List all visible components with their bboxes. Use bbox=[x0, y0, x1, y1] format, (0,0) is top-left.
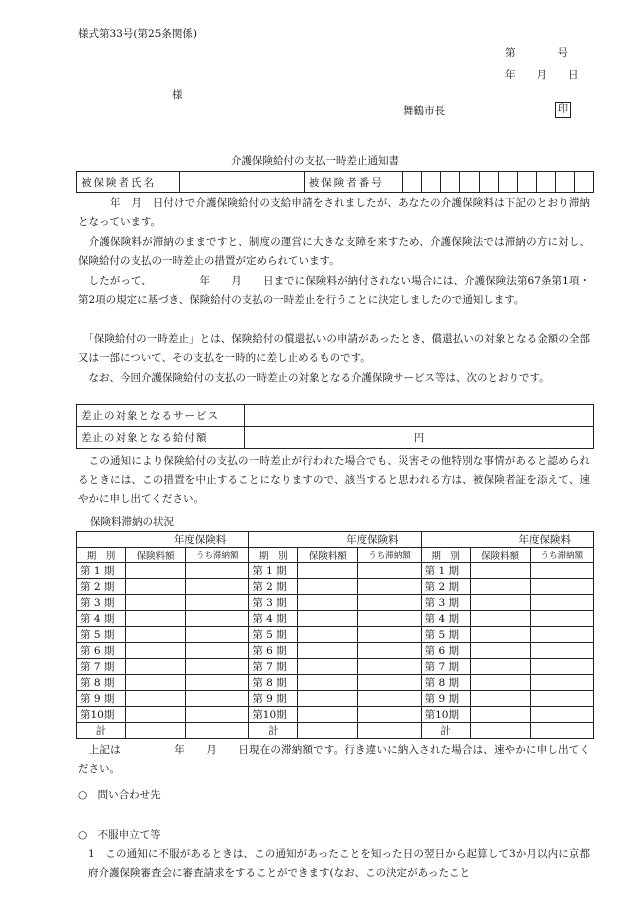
arrears-amount-cell[interactable] bbox=[358, 707, 421, 723]
premium-amount-cell[interactable] bbox=[298, 707, 358, 723]
amount-header: 保険料額 bbox=[470, 548, 530, 563]
arrears-row bbox=[77, 707, 594, 723]
insured-number-digit[interactable] bbox=[403, 172, 422, 193]
arrears-amount-cell[interactable] bbox=[530, 691, 593, 707]
premium-amount-cell[interactable] bbox=[125, 579, 185, 595]
form-number: 様式第33号(第25条関係) bbox=[78, 28, 197, 40]
premium-amount-cell[interactable] bbox=[125, 675, 185, 691]
period-header: 期 別 bbox=[421, 548, 470, 563]
year-header: 年度保険料 bbox=[421, 532, 593, 548]
premium-amount-cell[interactable] bbox=[125, 659, 185, 675]
arrears-amount-cell[interactable] bbox=[358, 643, 421, 659]
arrears-amount-cell[interactable] bbox=[358, 627, 421, 643]
premium-amount-cell[interactable] bbox=[125, 707, 185, 723]
insured-number-digit[interactable] bbox=[479, 172, 498, 193]
issuer-name: 舞鶴市長 bbox=[403, 105, 445, 117]
paragraph-decision: したがって、 年 月 日までに保険料が納付されない場合には、介護保険法第67条第1項・第2項の規定に基づき、保険給付の支払の一時差止を行うことに決定しましたので通知します。 bbox=[78, 275, 590, 306]
premium-amount-cell[interactable] bbox=[470, 627, 530, 643]
arrears-amount-cell[interactable] bbox=[186, 579, 249, 595]
total-label: 計 bbox=[421, 723, 470, 739]
period-label: 第10期 bbox=[77, 707, 126, 723]
arrears-amount-cell[interactable] bbox=[186, 595, 249, 611]
arrears-amount-cell[interactable] bbox=[530, 643, 593, 659]
period-label: 第 2 期 bbox=[421, 579, 470, 595]
document-title: 介護保険給付の支払一時差止通知書 bbox=[231, 155, 399, 167]
arrears-row bbox=[77, 611, 594, 627]
arrears-amount-cell[interactable] bbox=[186, 675, 249, 691]
period-label: 第 8 期 bbox=[249, 675, 298, 691]
premium-amount-cell[interactable] bbox=[298, 691, 358, 707]
premium-amount-cell[interactable] bbox=[470, 579, 530, 595]
arrears-row bbox=[77, 579, 594, 595]
premium-amount-cell[interactable] bbox=[470, 707, 530, 723]
period-label: 第 2 期 bbox=[249, 579, 298, 595]
arrears-row bbox=[77, 675, 594, 691]
insured-name-value[interactable] bbox=[179, 172, 304, 193]
seal-mark: 印 bbox=[555, 102, 571, 118]
premium-amount-cell[interactable] bbox=[125, 627, 185, 643]
insured-number-digit[interactable] bbox=[536, 172, 555, 193]
period-label: 第 7 期 bbox=[249, 659, 298, 675]
premium-amount-cell[interactable] bbox=[470, 659, 530, 675]
amount-header: 保険料額 bbox=[298, 548, 358, 563]
premium-amount-cell[interactable] bbox=[470, 691, 530, 707]
insured-number-digit[interactable] bbox=[555, 172, 574, 193]
arrears-row bbox=[77, 723, 594, 739]
premium-amount-cell[interactable] bbox=[298, 723, 358, 739]
period-label: 第 5 期 bbox=[421, 627, 470, 643]
period-label: 第10期 bbox=[249, 707, 298, 723]
insured-number-label: 被保険者番号 bbox=[304, 172, 403, 193]
premium-amount-cell[interactable] bbox=[125, 595, 185, 611]
insured-info-table bbox=[76, 171, 594, 193]
period-label: 第 9 期 bbox=[249, 691, 298, 707]
arrears-amount-cell[interactable] bbox=[186, 707, 249, 723]
amount-label: 差止の対象となる給付額 bbox=[77, 427, 245, 449]
period-label: 第 4 期 bbox=[249, 611, 298, 627]
arrears-row bbox=[77, 691, 594, 707]
arrears-amount-cell[interactable] bbox=[530, 595, 593, 611]
arrears-amount-cell[interactable] bbox=[530, 675, 593, 691]
paragraph-law: 介護保険料が滞納のままですと、制度の運営に大きな支障を来すため、介護保険法では滞納の方に対し、保険給付の支払の一時差止の措置が定められています。 bbox=[78, 236, 590, 267]
arrears-table bbox=[76, 531, 594, 739]
period-label: 第 9 期 bbox=[77, 691, 126, 707]
period-header: 期 別 bbox=[249, 548, 298, 563]
arrears-amount-cell[interactable] bbox=[186, 691, 249, 707]
premium-amount-cell[interactable] bbox=[298, 611, 358, 627]
arrears-amount-cell[interactable] bbox=[186, 723, 249, 739]
arrears-amount-cell[interactable] bbox=[358, 675, 421, 691]
paragraph-arrears-date: 上記は 年 月 日現在の滞納額です。行き違いに納入された場合は、速やかに申し出てください。 bbox=[78, 744, 590, 775]
period-label: 第 5 期 bbox=[77, 627, 126, 643]
total-label: 計 bbox=[77, 723, 126, 739]
premium-amount-cell[interactable] bbox=[125, 723, 185, 739]
period-label: 第 6 期 bbox=[421, 643, 470, 659]
premium-amount-cell[interactable] bbox=[298, 675, 358, 691]
appeal-item-1: 1 この通知に不服があるときは、この通知があったことを知った日の翌日から起算して3か月以内に京都府介護保険審査会に審査請求をすることができます(なお、この決定があったこと bbox=[88, 848, 590, 879]
paragraph-target: なお、今回介護保険給付の支払の一時差止の対象となる介護保険サービス等は、次のとおりです。 bbox=[78, 372, 550, 384]
arrears-amount-header: うち滞納額 bbox=[186, 548, 249, 563]
insured-number-digit[interactable] bbox=[574, 172, 593, 193]
arrears-amount-cell[interactable] bbox=[358, 659, 421, 675]
insured-number-digit[interactable] bbox=[517, 172, 536, 193]
total-label: 計 bbox=[249, 723, 298, 739]
period-label: 第 3 期 bbox=[421, 595, 470, 611]
insured-name-label: 被保険者氏名 bbox=[77, 172, 180, 193]
yen-unit: 円 bbox=[413, 432, 425, 444]
premium-amount-cell[interactable] bbox=[470, 595, 530, 611]
premium-amount-cell[interactable] bbox=[298, 643, 358, 659]
arrears-row bbox=[77, 627, 594, 643]
period-label: 第 1 期 bbox=[421, 563, 470, 579]
period-label: 第 8 期 bbox=[77, 675, 126, 691]
arrears-row bbox=[77, 659, 594, 675]
arrears-amount-cell[interactable] bbox=[358, 563, 421, 579]
period-label: 第 5 期 bbox=[249, 627, 298, 643]
amount-value[interactable] bbox=[245, 427, 594, 449]
period-label: 第 4 期 bbox=[421, 611, 470, 627]
arrears-amount-cell[interactable] bbox=[358, 579, 421, 595]
amount-header: 保険料額 bbox=[125, 548, 185, 563]
period-label: 第 6 期 bbox=[249, 643, 298, 659]
arrears-amount-cell[interactable] bbox=[530, 707, 593, 723]
premium-amount-cell[interactable] bbox=[125, 611, 185, 627]
period-label: 第 7 期 bbox=[421, 659, 470, 675]
premium-amount-cell[interactable] bbox=[125, 691, 185, 707]
paragraph-application: 年 月 日付けで介護保険給付の支給申請をされましたが、あなたの介護保険料は下記のとおり滞納となっています。 bbox=[78, 197, 590, 228]
arrears-amount-cell[interactable] bbox=[358, 595, 421, 611]
period-label: 第 3 期 bbox=[249, 595, 298, 611]
premium-amount-cell[interactable] bbox=[125, 643, 185, 659]
premium-amount-cell[interactable] bbox=[470, 643, 530, 659]
insured-number-digit[interactable] bbox=[460, 172, 479, 193]
premium-amount-cell[interactable] bbox=[298, 579, 358, 595]
paragraph-exception: この通知により保険給付の支払の一時差止が行われた場合でも、災害その他特別な事情があると認められるときには、この措置を中止することになりますので、該当すると思われる方は、被保険者証を添えて、速やかに申し出てください。 bbox=[78, 455, 590, 505]
period-label: 第 9 期 bbox=[421, 691, 470, 707]
arrears-row bbox=[77, 563, 594, 579]
addressee-honorific: 様 bbox=[172, 89, 183, 101]
period-label: 第 8 期 bbox=[421, 675, 470, 691]
period-label: 第 2 期 bbox=[77, 579, 126, 595]
arrears-row bbox=[77, 643, 594, 659]
period-header: 期 別 bbox=[77, 548, 126, 563]
issue-date-label: 年 月 日 bbox=[505, 69, 579, 81]
arrears-amount-cell[interactable] bbox=[530, 723, 593, 739]
period-label: 第 7 期 bbox=[77, 659, 126, 675]
service-label: 差止の対象となるサービス bbox=[77, 405, 245, 427]
premium-amount-cell[interactable] bbox=[298, 627, 358, 643]
inquiry-heading: ○ 問い合わせ先 bbox=[78, 789, 161, 801]
document-number-label: 第 号 bbox=[505, 47, 568, 59]
arrears-amount-cell[interactable] bbox=[358, 611, 421, 627]
period-label: 第 1 期 bbox=[77, 563, 126, 579]
premium-amount-cell[interactable] bbox=[125, 563, 185, 579]
arrears-amount-cell[interactable] bbox=[530, 563, 593, 579]
premium-amount-cell[interactable] bbox=[298, 595, 358, 611]
arrears-amount-cell[interactable] bbox=[530, 659, 593, 675]
arrears-amount-header: うち滞納額 bbox=[530, 548, 593, 563]
premium-amount-cell[interactable] bbox=[298, 659, 358, 675]
appeal-heading: ○ 不服申立て等 bbox=[78, 829, 161, 841]
period-label: 第 6 期 bbox=[77, 643, 126, 659]
arrears-amount-cell[interactable] bbox=[530, 611, 593, 627]
arrears-amount-header: うち滞納額 bbox=[358, 548, 421, 563]
year-header: 年度保険料 bbox=[77, 532, 249, 548]
arrears-amount-cell[interactable] bbox=[186, 643, 249, 659]
arrears-amount-cell[interactable] bbox=[186, 659, 249, 675]
premium-amount-cell[interactable] bbox=[298, 563, 358, 579]
arrears-amount-cell[interactable] bbox=[530, 579, 593, 595]
service-value[interactable] bbox=[245, 405, 594, 427]
arrears-amount-cell[interactable] bbox=[186, 627, 249, 643]
arrears-caption: 保険料滞納の状況 bbox=[90, 516, 174, 528]
premium-amount-cell[interactable] bbox=[470, 563, 530, 579]
paragraph-definition: 「保険給付の一時差止」とは、保険給付の償還払いの申請があったとき、償還払いの対象となる金額の全部又は一部について、その支払を一時的に差し止めるものです。 bbox=[78, 333, 590, 364]
period-label: 第 3 期 bbox=[77, 595, 126, 611]
insured-number-digit[interactable] bbox=[441, 172, 460, 193]
year-header: 年度保険料 bbox=[249, 532, 421, 548]
premium-amount-cell[interactable] bbox=[470, 723, 530, 739]
arrears-amount-cell[interactable] bbox=[186, 563, 249, 579]
period-label: 第10期 bbox=[421, 707, 470, 723]
insured-number-digit[interactable] bbox=[422, 172, 441, 193]
arrears-amount-cell[interactable] bbox=[358, 723, 421, 739]
insured-number-digit[interactable] bbox=[498, 172, 517, 193]
arrears-amount-cell[interactable] bbox=[530, 627, 593, 643]
premium-amount-cell[interactable] bbox=[470, 675, 530, 691]
premium-amount-cell[interactable] bbox=[470, 611, 530, 627]
arrears-amount-cell[interactable] bbox=[358, 691, 421, 707]
period-label: 第 4 期 bbox=[77, 611, 126, 627]
arrears-row bbox=[77, 595, 594, 611]
period-label: 第 1 期 bbox=[249, 563, 298, 579]
arrears-amount-cell[interactable] bbox=[186, 611, 249, 627]
suspension-table bbox=[76, 404, 594, 449]
